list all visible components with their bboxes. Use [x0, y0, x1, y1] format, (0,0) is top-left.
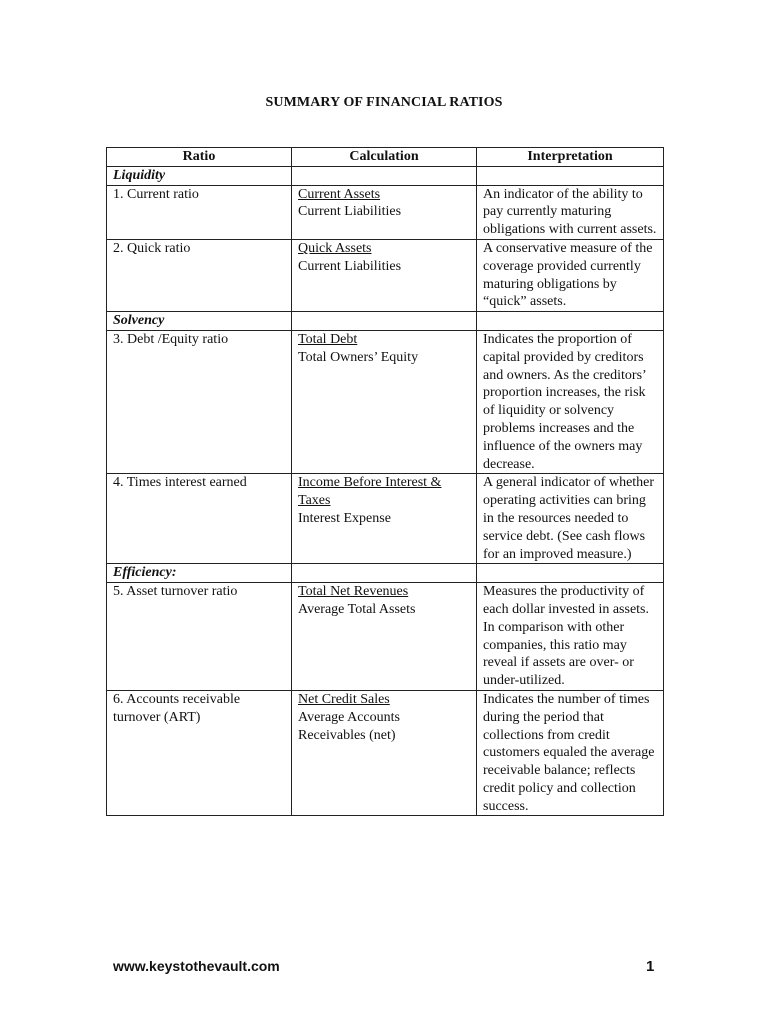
table-row: [107, 583, 664, 691]
table-row: [107, 474, 664, 564]
calculation-denominator: Current Liabilities: [298, 204, 402, 220]
ratio-name: 1. Current ratio: [107, 185, 292, 239]
section-label: Solvency: [107, 312, 292, 331]
ratio-interpretation: Indicates the number of times during the period that collections from credit customers equaled the average receivable balance; reflects credit policy and collection success.: [477, 690, 664, 816]
table-row: [107, 239, 664, 311]
ratios-table: [106, 147, 664, 816]
column-header-calculation: Calculation: [292, 148, 477, 167]
calculation-denominator: Total Owners’ Equity: [298, 349, 419, 365]
section-row-liquidity: [107, 166, 664, 185]
ratio-interpretation: Indicates the proportion of capital provided by creditors and owners. As the creditors’ proportion increases, the risk of liquidity or solvency problems increases and the influence of the owners may decrease.: [477, 330, 664, 473]
section-label: Efficiency:: [107, 564, 292, 583]
calculation-denominator: Average Accounts Receivables (net): [298, 709, 400, 743]
table-row: [107, 330, 664, 473]
ratio-interpretation: A general indicator of whether operating activities can bring in the resources needed to service debt. (See cash flows for an improved measure.): [477, 474, 664, 564]
table-row: [107, 185, 664, 239]
ratio-calculation: [292, 239, 477, 311]
ratio-interpretation: Measures the productivity of each dollar invested in assets. In comparison with other companies, this ratio may reveal if assets are over- or under-utilized.: [477, 583, 664, 691]
calculation-denominator: Average Total Assets: [298, 601, 416, 617]
ratio-interpretation: A conservative measure of the coverage provided currently maturing obligations by “quick” assets.: [477, 239, 664, 311]
calculation-denominator: Current Liabilities: [298, 258, 402, 274]
ratio-name: 4. Times interest earned: [107, 474, 292, 564]
ratio-name: 6. Accounts receivable turnover (ART): [107, 690, 292, 816]
table-row: [107, 690, 664, 816]
document-title: SUMMARY OF FINANCIAL RATIOS: [265, 95, 503, 110]
ratio-calculation: [292, 690, 477, 816]
ratio-calculation: [292, 474, 477, 564]
ratio-name: 2. Quick ratio: [107, 239, 292, 311]
ratio-calculation: [292, 330, 477, 473]
section-label: Liquidity: [107, 166, 292, 185]
table-header-row: [107, 148, 664, 167]
ratio-name: 5. Asset turnover ratio: [107, 583, 292, 691]
calculation-denominator: Interest Expense: [298, 510, 391, 526]
section-row-solvency: [107, 312, 664, 331]
calculation-numerator: Current Assets: [298, 186, 381, 202]
ratio-calculation: [292, 185, 477, 239]
calculation-numerator: Total Net Revenues: [298, 584, 409, 600]
ratio-calculation: [292, 583, 477, 691]
calculation-numerator: Net Credit Sales: [298, 691, 390, 707]
column-header-interpretation: Interpretation: [477, 148, 664, 167]
calculation-numerator: Income Before Interest & Taxes: [298, 475, 442, 509]
footer-website: www.keystothevault.com: [113, 958, 280, 974]
ratio-interpretation: An indicator of the ability to pay currently maturing obligations with current assets.: [477, 185, 664, 239]
calculation-numerator: Quick Assets: [298, 240, 372, 256]
calculation-numerator: Total Debt: [298, 331, 358, 347]
column-header-ratio: Ratio: [107, 148, 292, 167]
ratio-name: 3. Debt /Equity ratio: [107, 330, 292, 473]
page-number: 1: [646, 958, 655, 975]
section-row-efficiency: [107, 564, 664, 583]
